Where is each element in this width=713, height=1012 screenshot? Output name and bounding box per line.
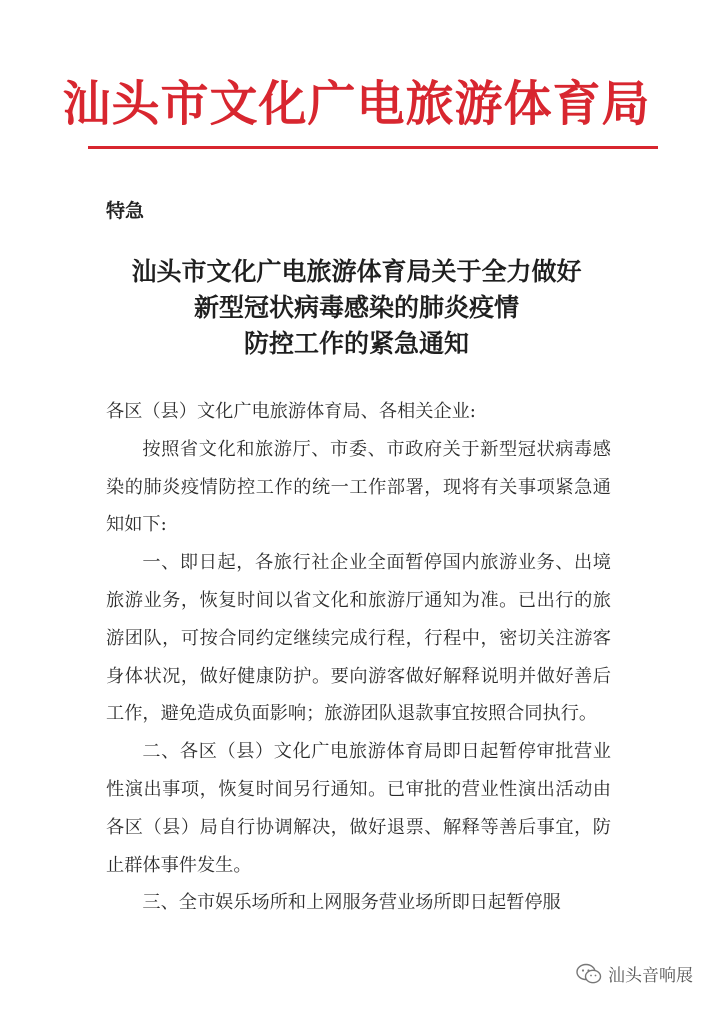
watermark — [576, 961, 693, 986]
watermark-text: 汕头音响展 — [608, 966, 693, 986]
paragraph-item-1: 一、即日起，各旅行社企业全面暂停国内旅游业务、出境旅游业务，恢复时间以省文化和旅游厅通知为准。已出行的旅游团队，可按合同约定继续完成行程，行程中，密切关注游客身体状况，做好健康防护。要向游客做好解释说明并做好善后工作，避免造成负面影响；旅游团队退款事宜按照合同执行。 — [106, 552, 611, 725]
document-body — [106, 393, 611, 922]
wechat-icon — [576, 963, 602, 985]
letterhead-red-rule — [88, 146, 658, 149]
letterhead-title: 汕头市文化广电旅游体育局 — [62, 76, 651, 132]
paragraph-item-3: 三、全市娱乐场所和上网服务营业场所即日起暂停服 — [142, 892, 561, 914]
salutation: 各区（县）文化广电旅游体育局、各相关企业: — [106, 401, 476, 422]
urgency-label: 特急 — [106, 200, 145, 222]
paragraph-intro: 按照省文化和旅游厅、市委、市政府关于新型冠状病毒感染的肺炎疫情防控工作的统一工作部署，现将有关事项紧急通知如下: — [106, 438, 611, 536]
title-line-1: 汕头市文化广电旅游体育局关于全力做好 — [131, 257, 582, 286]
document-title — [0, 254, 713, 362]
title-line-3: 防控工作的紧急通知 — [243, 329, 469, 358]
title-line-2: 新型冠状病毒感染的肺炎疫情 — [193, 293, 519, 322]
paragraph-item-2: 二、各区（县）文化广电旅游体育局即日起暂停审批营业性演出事项，恢复时间另行通知。已审批的营业性演出活动由各区（县）局自行协调解决，做好退票、解释等善后事宜，防止群体事件发生。 — [106, 741, 611, 876]
